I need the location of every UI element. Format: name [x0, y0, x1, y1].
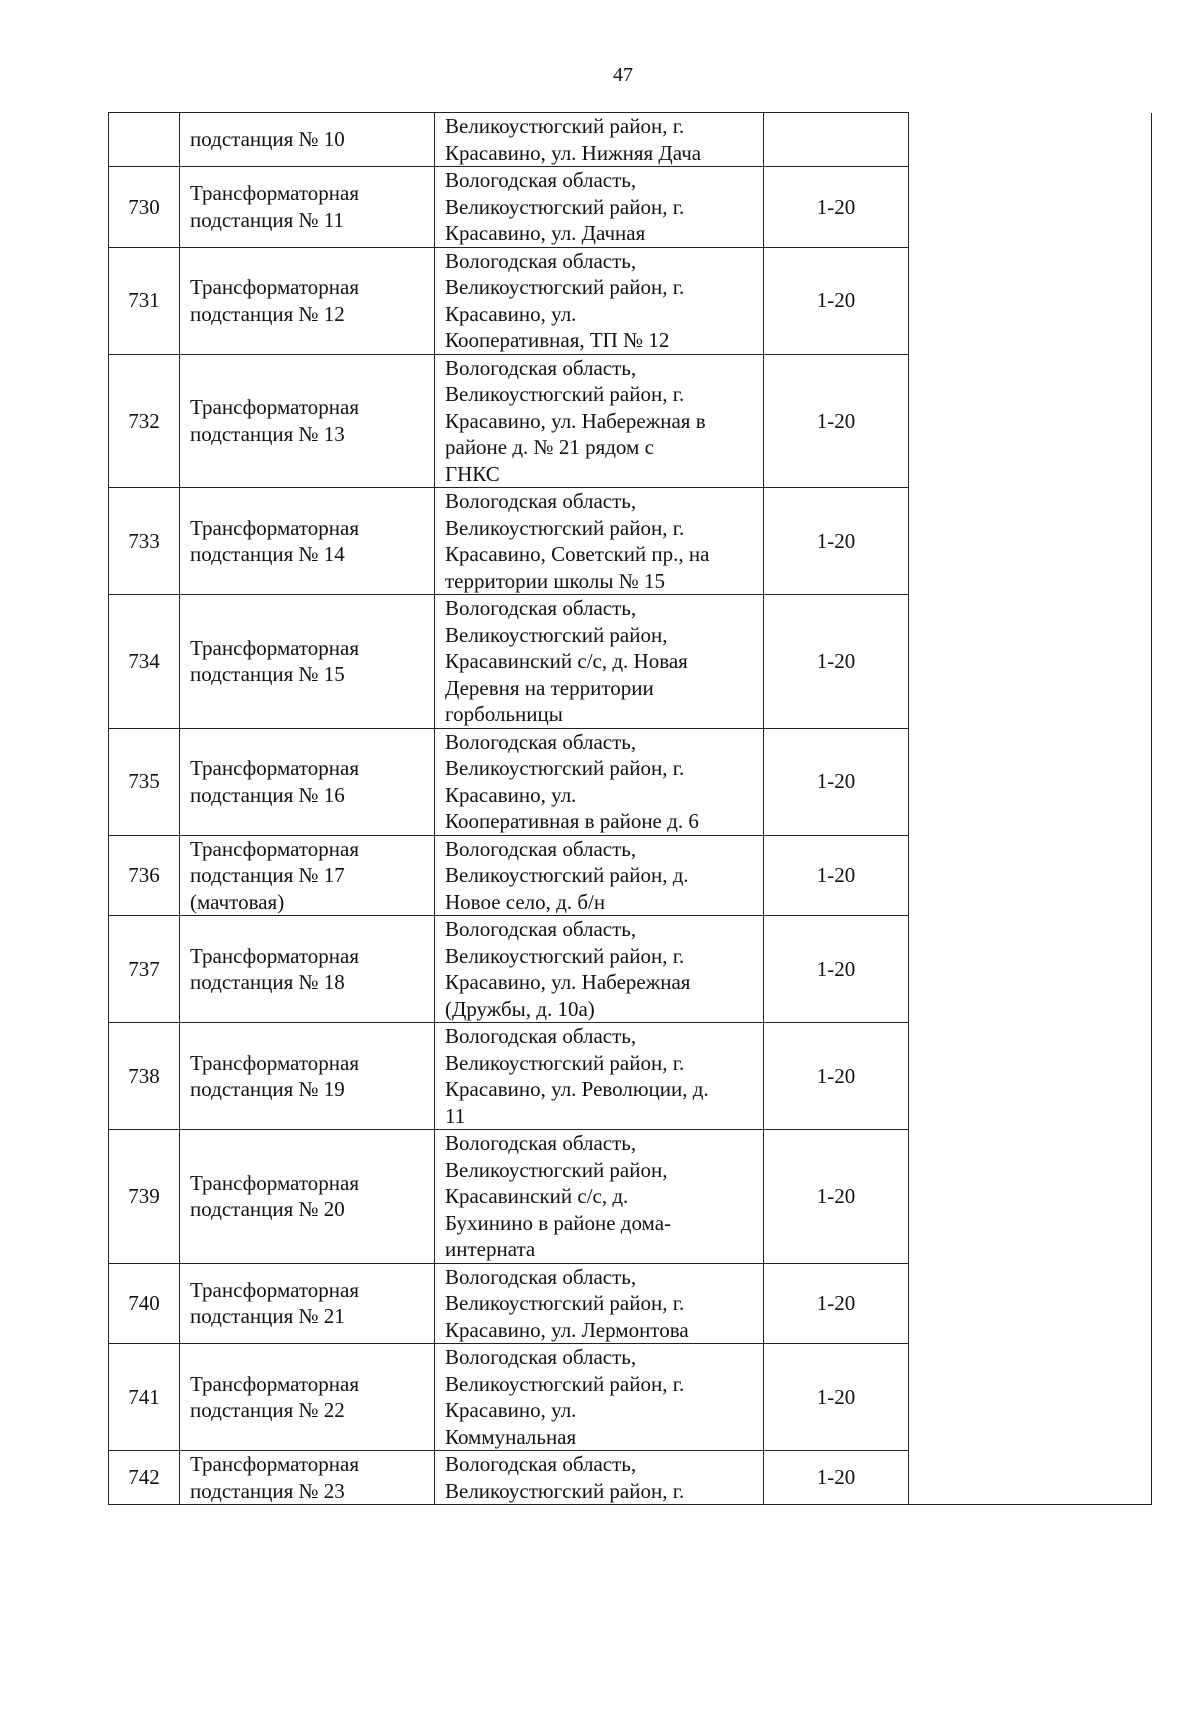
- address-cell: [435, 488, 764, 595]
- address-cell: [435, 354, 764, 488]
- object-name-cell: [180, 1263, 435, 1344]
- object-name-line: Трансформаторная: [190, 275, 359, 299]
- object-name-line: подстанция № 21: [190, 1304, 345, 1329]
- empty-notes-column: [909, 113, 1152, 1505]
- address-line: Вологодская область,: [445, 1264, 637, 1289]
- address-line: Великоустюгский район, г.: [445, 275, 685, 299]
- substations-table-wrapper: [108, 112, 1142, 1505]
- object-name-line: подстанция № 17: [190, 863, 345, 887]
- row-number: 736: [109, 835, 180, 916]
- object-name-cell: [180, 1451, 435, 1505]
- range-value: 1-20: [764, 595, 909, 729]
- address-cell: [435, 167, 764, 248]
- address-line: Вологодская область,: [445, 596, 637, 620]
- address-cell: [435, 916, 764, 1023]
- range-value: 1-20: [764, 354, 909, 488]
- range-value: 1-20: [764, 835, 909, 916]
- address-line: Красавино, ул. Лермонтова: [445, 1317, 689, 1342]
- row-number: 731: [109, 247, 180, 354]
- object-name-line: Трансформаторная: [190, 1277, 359, 1302]
- address-cell: [435, 247, 764, 354]
- address-line: Великоустюгский район,: [445, 622, 668, 647]
- object-name-cell: [180, 835, 435, 916]
- address-line: Великоустюгский район, г.: [445, 1478, 685, 1503]
- address-line: Красавино, ул.: [445, 1398, 577, 1422]
- object-name-line: Трансформаторная: [190, 836, 359, 861]
- address-line: Вологодская область,: [445, 917, 637, 941]
- object-name-line: подстанция № 23: [190, 1478, 345, 1503]
- object-name-line: Трансформаторная: [190, 515, 359, 540]
- row-number: 739: [109, 1130, 180, 1264]
- address-line: Красавино, ул. Нижняя Дача: [445, 140, 702, 165]
- address-line: Вологодская область,: [445, 1024, 637, 1048]
- object-name-line: Трансформаторная: [190, 1371, 359, 1396]
- object-name-cell: [180, 488, 435, 595]
- address-line: Красавино, ул. Набережная в: [445, 408, 706, 433]
- object-name-line: подстанция № 19: [190, 1077, 345, 1101]
- address-cell: [435, 1344, 764, 1451]
- address-line: Великоустюгский район, г.: [445, 194, 685, 219]
- page-number: 47: [613, 64, 633, 86]
- range-value: 1-20: [764, 1263, 909, 1344]
- object-name-line: Трансформаторная: [190, 1452, 359, 1476]
- address-line: Великоустюгский район, г.: [445, 1050, 685, 1075]
- address-line: Вологодская область,: [445, 1131, 637, 1155]
- address-line: интерната: [445, 1237, 536, 1261]
- address-line: Красавино, ул. Набережная: [445, 970, 691, 994]
- address-line: Вологодская область,: [445, 1452, 637, 1476]
- range-value: 1-20: [764, 247, 909, 354]
- range-value: 1-20: [764, 1130, 909, 1264]
- address-cell: [435, 835, 764, 916]
- address-line: Красавино, ул.: [445, 301, 577, 326]
- address-line: Великоустюгский район, г.: [445, 382, 685, 406]
- address-line: Великоустюгский район, г.: [445, 114, 685, 138]
- row-number: 730: [109, 167, 180, 248]
- address-line: Вологодская область,: [445, 248, 637, 273]
- range-value: 1-20: [764, 916, 909, 1023]
- address-cell: [435, 728, 764, 835]
- row-number: 741: [109, 1344, 180, 1451]
- address-line: Великоустюгский район, г.: [445, 515, 685, 540]
- address-line: Великоустюгский район, г.: [445, 1291, 685, 1315]
- address-line: Красавинский с/с, д.: [445, 1184, 629, 1208]
- address-line: Вологодская область,: [445, 355, 637, 380]
- object-name-line: подстанция № 14: [190, 542, 345, 566]
- row-number: 732: [109, 354, 180, 488]
- object-name-cell: [180, 1344, 435, 1451]
- address-line: Великоустюгский район, г.: [445, 1371, 685, 1396]
- address-line: Красавино, ул. Дачная: [445, 221, 646, 245]
- address-line: Красавино, ул. Революции, д.: [445, 1077, 709, 1101]
- object-name-cell: [180, 167, 435, 248]
- object-name-line: Трансформаторная: [190, 635, 359, 660]
- object-name-cell: [180, 1023, 435, 1130]
- address-line: Вологодская область,: [445, 489, 637, 513]
- row-number: 737: [109, 916, 180, 1023]
- address-line: Красавино, ул.: [445, 782, 577, 807]
- object-name-cell: [180, 247, 435, 354]
- object-name-line: подстанция № 22: [190, 1398, 345, 1422]
- address-line: Красавино, Советский пр., на: [445, 542, 710, 566]
- address-line: (Дружбы, д. 10а): [445, 996, 595, 1021]
- address-line: горбольницы: [445, 702, 563, 726]
- substations-table: [108, 112, 1152, 1505]
- object-name-line: подстанция № 18: [190, 970, 345, 994]
- address-line: Красавинский с/с, д. Новая: [445, 649, 688, 673]
- object-name-line: (мачтовая): [190, 889, 285, 914]
- table-body: [109, 113, 1152, 1505]
- object-name-line: Трансформаторная: [190, 756, 359, 780]
- object-name-cell: [180, 113, 435, 167]
- address-line: Великоустюгский район, д.: [445, 863, 689, 887]
- object-name-line: подстанция № 13: [190, 421, 345, 446]
- range-value: 1-20: [764, 167, 909, 248]
- object-name-line: Трансформаторная: [190, 1170, 359, 1195]
- row-number: 738: [109, 1023, 180, 1130]
- object-name-cell: [180, 728, 435, 835]
- address-cell: [435, 1263, 764, 1344]
- object-name-line: подстанция № 11: [190, 207, 345, 232]
- range-value: 1-20: [764, 1451, 909, 1505]
- row-number: 742: [109, 1451, 180, 1505]
- row-number: [109, 113, 180, 167]
- row-number: 734: [109, 595, 180, 729]
- address-line: Великоустюгский район, г.: [445, 943, 685, 968]
- object-name-line: подстанция № 15: [190, 662, 345, 687]
- address-cell: [435, 1023, 764, 1130]
- address-line: Вологодская область,: [445, 1345, 637, 1369]
- range-value: [764, 113, 909, 167]
- object-name-line: подстанция № 16: [190, 782, 345, 807]
- object-name-line: подстанция № 10: [190, 127, 345, 152]
- address-line: Кооперативная, ТП № 12: [445, 328, 670, 352]
- object-name-line: Трансформаторная: [190, 395, 359, 420]
- address-line: 11: [445, 1103, 466, 1128]
- address-line: Деревня на территории: [445, 675, 654, 700]
- range-value: 1-20: [764, 488, 909, 595]
- range-value: 1-20: [764, 1344, 909, 1451]
- address-line: Вологодская область,: [445, 168, 637, 192]
- object-name-cell: [180, 354, 435, 488]
- row-number: 733: [109, 488, 180, 595]
- address-line: ГНКС: [445, 461, 500, 486]
- address-line: Великоустюгский район, г.: [445, 756, 685, 780]
- object-name-line: Трансформаторная: [190, 943, 359, 968]
- address-line: Кооперативная в районе д. 6: [445, 809, 699, 833]
- address-cell: [435, 595, 764, 729]
- address-line: районе д. № 21 рядом с: [445, 435, 654, 459]
- range-value: 1-20: [764, 728, 909, 835]
- object-name-line: Трансформаторная: [190, 181, 359, 206]
- object-name-line: подстанция № 20: [190, 1197, 345, 1222]
- address-line: Коммунальная: [445, 1424, 577, 1449]
- object-name-cell: [180, 916, 435, 1023]
- row-number: 740: [109, 1263, 180, 1344]
- range-value: 1-20: [764, 1023, 909, 1130]
- address-line: Новое село, д. б/н: [445, 889, 606, 914]
- object-name-line: подстанция № 12: [190, 301, 345, 326]
- address-line: Великоустюгский район,: [445, 1157, 668, 1182]
- row-number: 735: [109, 728, 180, 835]
- address-line: Бухинино в районе дома-: [445, 1210, 672, 1235]
- address-line: Вологодская область,: [445, 729, 637, 754]
- address-cell: [435, 1451, 764, 1505]
- address-line: Вологодская область,: [445, 836, 637, 861]
- object-name-cell: [180, 1130, 435, 1264]
- address-cell: [435, 113, 764, 167]
- address-line: территории школы № 15: [445, 568, 666, 593]
- object-name-line: Трансформаторная: [190, 1050, 359, 1075]
- address-cell: [435, 1130, 764, 1264]
- table-row: [109, 113, 1152, 167]
- object-name-cell: [180, 595, 435, 729]
